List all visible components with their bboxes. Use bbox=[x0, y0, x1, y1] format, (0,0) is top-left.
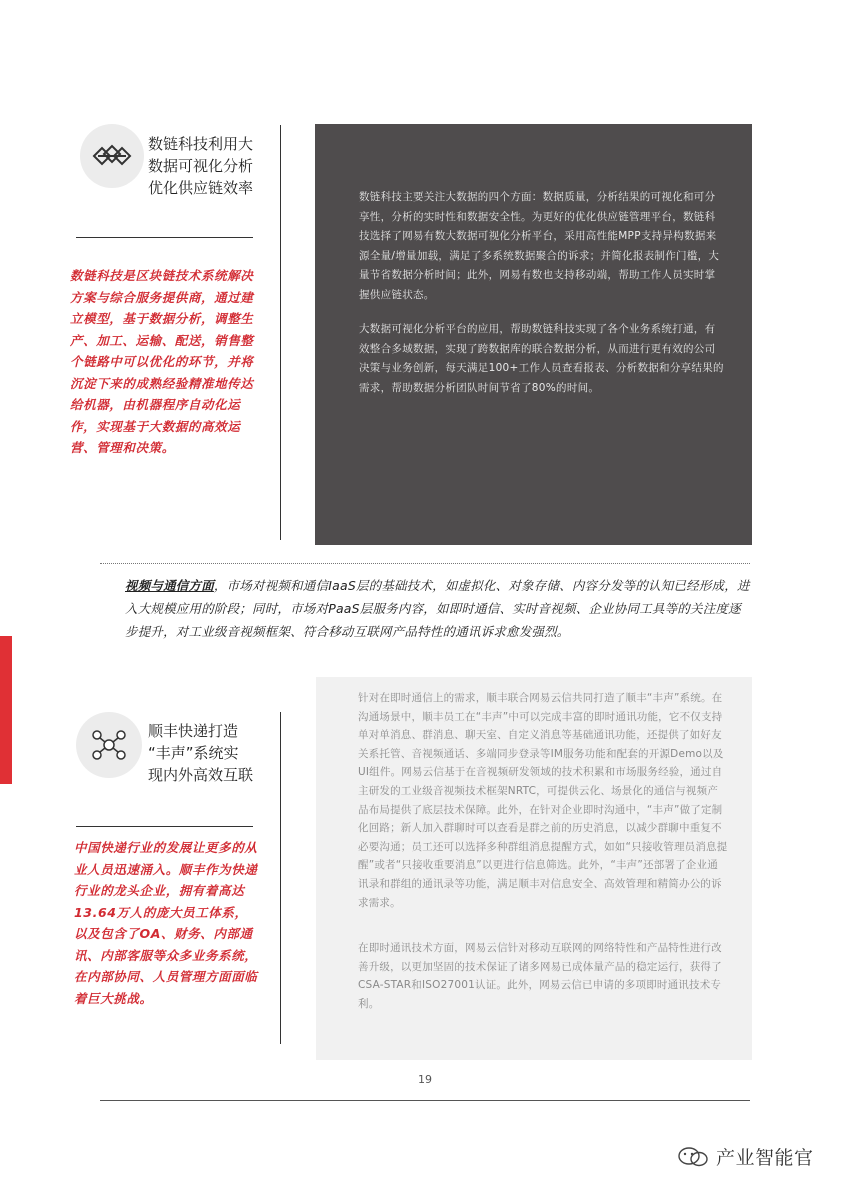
case1-title-line: 数链科技利用大 bbox=[148, 135, 254, 153]
case1-title-line: 数据可视化分析 bbox=[148, 157, 254, 175]
case2-detail-paragraph-2: 在即时通讯技术方面，网易云信针对移动互联网的网络特性和产品特性进行改善升级，以更加坚固的技术保证了诸多网易已成体量产品的稳定运行，获得了CSA-STAR和ISO27001认证。此外，网易云信已申请的多项即时通讯技术专利。 bbox=[358, 942, 722, 1010]
video-communication-paragraph bbox=[125, 574, 750, 643]
case1-summary: 数链科技是区块链技术系统解决方案与综合服务提供商，通过建立模型，基于数据分析，调整生产、加工、运输、配送，销售整个链路中可以优化的环节，并将沉淀下来的成熟经验精准地传达给机器，由机器程序自动化运作，实现基于大数据的高效运营、管理和决策。 bbox=[70, 268, 254, 455]
red-side-tab bbox=[0, 636, 12, 784]
footer-divider bbox=[100, 1100, 750, 1101]
shulian-logo bbox=[80, 124, 144, 188]
case1-title bbox=[148, 133, 278, 199]
case1-detail-paragraph-1: 数链科技主要关注大数据的四个方面：数据质量，分析结果的可视化和可分享性，分析的实时性和数据安全性。为更好的优化供应链管理平台，数链科技选择了网易有数大数据可视化分析平台，采用高性能MPP支持异构数据来源全量/增量加载，满足了多系统数据聚合的诉求；并简化报表制作门槛，大量节省数据分析时间；此外，网易有数也支持移动端，帮助工作人员实时掌握供应链状态。 bbox=[359, 191, 720, 301]
case2-divider bbox=[76, 826, 253, 827]
case2-vertical-divider bbox=[280, 712, 281, 1044]
case2-detail-paragraph-1: 针对在即时通信上的需求，顺丰联合网易云信共同打造了顺丰“丰声”系统。在沟通场景中，顺丰员工在“丰声”中可以完成丰富的即时通讯功能，它不仅支持单对单消息、群消息、聊天室、自定义消息等基础通讯功能，还提供了如好友关系托管、音视频通话、多端同步登录等IM服务功能和配套的开源Demo以及UI组件。网易云信基于在音视频研发领域的技术积累和市场服务经验，通过自主研发的工业级音视频技术框架NRTC，可提供云化、场景化的通信与视频产品布局提供了底层技术保障。此外，在针对企业即时沟通中，“丰声”做了定制化回路；新人加入群聊时可以查看是群之前的历史消息，以减少群聊中重复不必要沟通；员工还可以选择多种群组消息提醒方式，如如“只接收管理员消息提醒”或者“只接收重要消息”以更进行信息筛选。此外，“丰声”还部署了企业通讯录和群组的通讯录等功能，满足顺丰对信息安全、高效管理和精简办公的诉求需求。 bbox=[358, 692, 728, 909]
case2-title-line: 顺丰快递打造 bbox=[148, 722, 239, 740]
case2-detail-box bbox=[316, 677, 752, 1060]
case1-title-line: 优化供应链效率 bbox=[148, 179, 254, 197]
case1-divider bbox=[76, 237, 253, 238]
watermark-text: 产业智能官 bbox=[716, 1147, 814, 1169]
case2-summary: 中国快递行业的发展让更多的从业人员迅速涌入。顺丰作为快递行业的龙头企业，拥有着高达13.64万人的庞大员工体系，以及包含了OA、财务、内部通讯、内部客服等众多业务系统，在内部协同、人员管理方面面临着巨大挑战。 bbox=[74, 840, 258, 1006]
watermark bbox=[676, 1143, 814, 1170]
case2-title-line: “丰声”系统实 bbox=[148, 744, 239, 762]
cube-network-icon bbox=[80, 124, 144, 188]
case2-title-line: 现内外高效互联 bbox=[148, 766, 254, 784]
page-number: 19 bbox=[418, 1073, 432, 1086]
wechat-icon bbox=[676, 1146, 710, 1168]
network-nodes-icon bbox=[76, 712, 142, 778]
video-text: ，市场对视频和通信IaaS层的基础技术，如虚拟化、对象存储、内容分发等的认知已经形成，进入大规模应用的阶段；同时，市场对PaaS层服务内容，如即时通信、实时音视频、企业协同工具等的关注度逐步提升，对工业级音视频框架、符合移动互联网产品特性的通讯诉求愈发强烈。 bbox=[125, 578, 750, 639]
case2-title bbox=[148, 720, 268, 786]
case1-detail-paragraph-2: 大数据可视化分析平台的应用，帮助数链科技实现了各个业务系统打通，有效整合多域数据，实现了跨数据库的联合数据分析，从而进行更有效的公司决策与业务创新，每天满足100+工作人员查看报表、分析数据和分享结果的需求，帮助数据分析团队时间节省了80%的时间。 bbox=[359, 323, 724, 394]
video-lead: 视频与通信方面 bbox=[125, 578, 214, 593]
case1-detail-box bbox=[315, 124, 752, 545]
shunfeng-logo bbox=[76, 712, 142, 778]
case1-vertical-divider bbox=[280, 125, 281, 540]
section-dotted-divider bbox=[100, 563, 750, 564]
